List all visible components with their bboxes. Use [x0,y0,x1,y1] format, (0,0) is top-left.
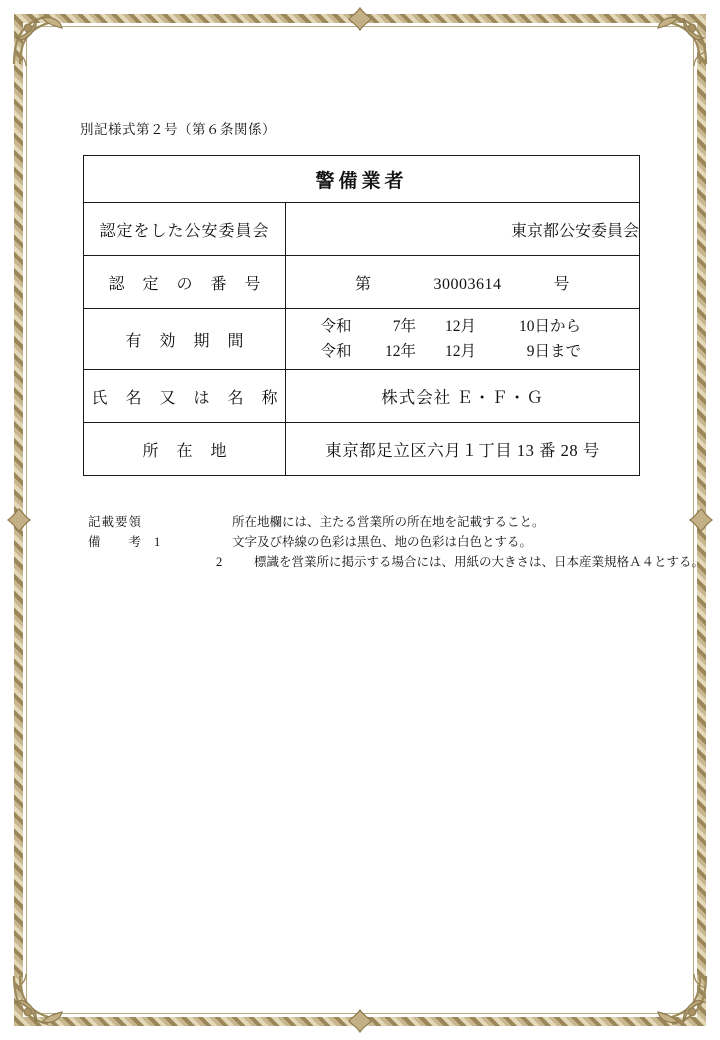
table-row [84,203,640,256]
note-biko-2-text: 標識を営業所に掲示する場合には、用紙の大きさは、日本産業規格Ａ４とする。 [254,555,705,569]
number-prefix: 第 [354,275,372,293]
note-biko-1-number: 1 [154,535,161,549]
table-row [84,256,640,309]
table-row [84,423,640,476]
period-end-day-unit: 日まで [534,343,582,360]
period-end-year: 12 [385,343,401,360]
period-end-month: 12 [445,343,461,360]
row-label-period: 有 効 期 間 [84,309,286,370]
certificate-table [83,155,640,476]
note-kisai-text: 所在地欄には、主たる営業所の所在地を記載すること。 [232,515,545,529]
period-start-month: 12 [445,318,461,335]
period-start-year-unit: 年 [400,318,417,335]
note-biko-label: 備 考 [88,535,143,549]
certificate-title: 警備業者 [84,156,640,203]
row-value-name: 株式会社 Ｅ・Ｆ・Ｇ [286,370,640,423]
period-start-month-unit: 月 [460,318,477,335]
note-kisai-label: 記載要領 [88,515,143,529]
period-end-year-unit: 年 [400,343,417,360]
note-kisai [88,512,658,532]
period-start-day-unit: 日から [534,318,582,335]
note-biko-2 [88,552,705,572]
number-value: 30003614 [433,275,502,293]
period-start-year: 7 [392,318,401,335]
period-end-era: 令和 [320,343,352,360]
row-value-number [286,256,640,309]
note-biko-2-spacer [88,552,154,572]
row-label-committee: 認定をした公安委員会 [84,203,286,256]
table-row [84,309,640,370]
row-label-number: 認 定 の 番 号 [84,256,286,309]
period-start-day: 10 [519,318,535,335]
row-label-address: 所 在 地 [84,423,286,476]
row-value-committee: 東京都公安委員会 [286,203,640,256]
table-row-title [84,156,640,203]
form-number: 別記様式第２号（第６条関係） [80,122,276,137]
note-kisai-spacer [154,512,232,532]
period-end-month-unit: 月 [460,343,477,360]
period-end-day: 9 [526,343,535,360]
table-row [84,370,640,423]
note-biko-2-number: 2 [216,555,223,569]
note-biko-1 [88,532,658,552]
row-label-name: 氏 名 又 は 名 称 [84,370,286,423]
period-start-era: 令和 [320,318,352,335]
row-value-period [286,309,640,370]
note-biko-1-text: 文字及び枠線の色彩は黒色、地の色彩は白色とする。 [232,535,533,549]
row-value-address: 東京都足立区六月１丁目 13 番 28 号 [286,423,640,476]
notes-section [88,512,705,572]
period-end-line [286,339,639,364]
number-suffix: 号 [553,275,571,293]
period-start-line [286,314,639,339]
